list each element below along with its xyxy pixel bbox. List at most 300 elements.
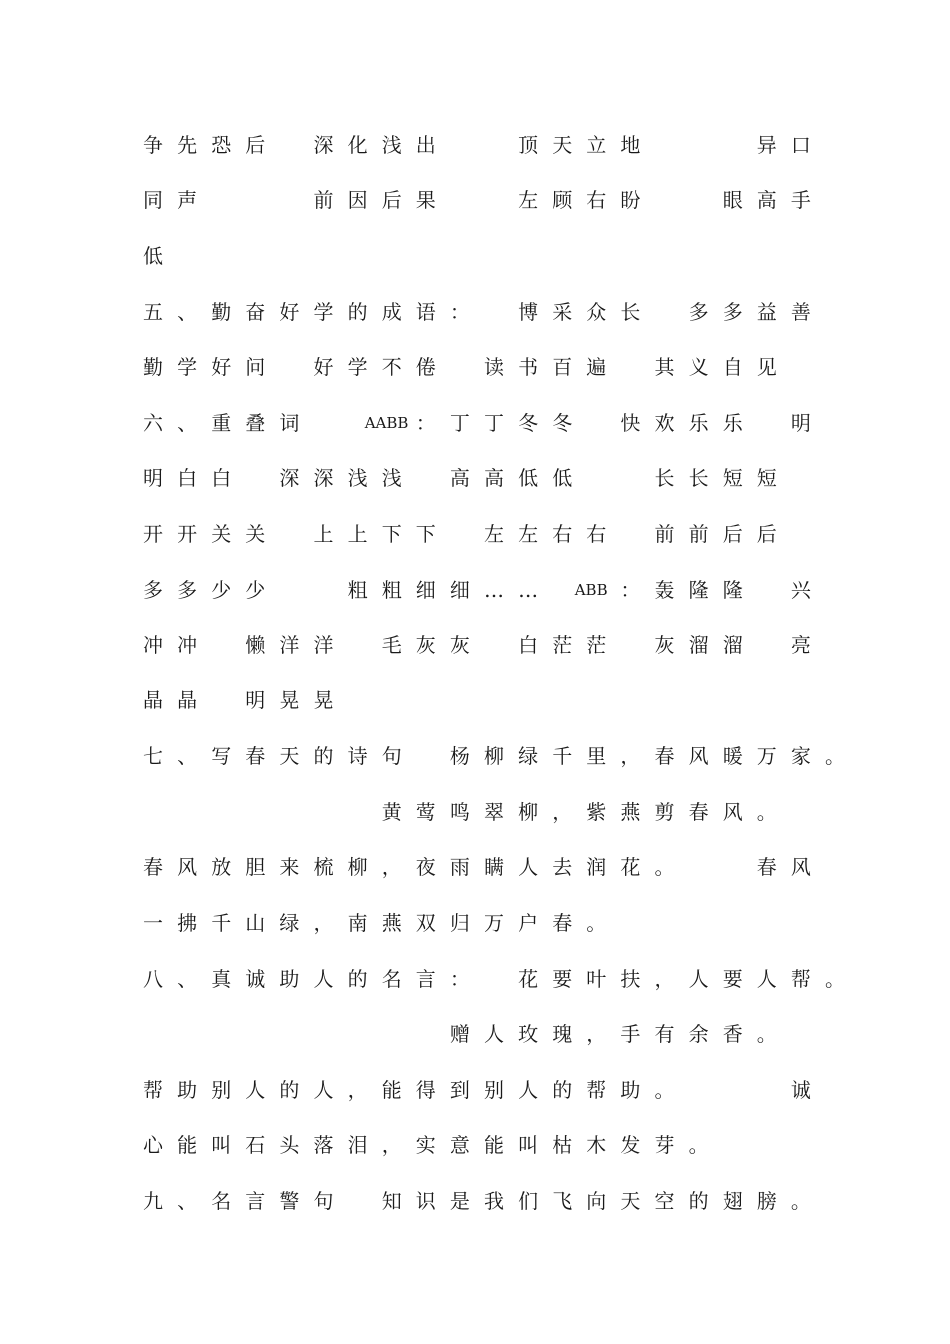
- text-glyph: 多: [722, 300, 743, 324]
- text-glyph: 益: [756, 300, 777, 324]
- text-glyph: 雨: [449, 855, 470, 879]
- text-glyph: 丁: [449, 411, 470, 435]
- text-glyph: 风: [722, 800, 743, 824]
- text-glyph: 乐: [722, 411, 743, 435]
- text-glyph: 懒: [245, 633, 266, 657]
- text-glyph: 人: [518, 1078, 539, 1102]
- text-glyph: 高: [449, 466, 470, 490]
- text-glyph: 人: [484, 1022, 504, 1046]
- text-glyph: 句: [313, 1189, 334, 1213]
- text-glyph: 浅: [381, 133, 402, 157]
- text-glyph: 人: [313, 1078, 334, 1102]
- text-glyph: 春: [688, 800, 709, 824]
- text-glyph: 关: [245, 522, 266, 546]
- text-glyph: 千: [211, 911, 232, 935]
- text-glyph: 柳: [484, 744, 504, 768]
- text-glyph: …: [518, 578, 539, 602]
- text-glyph: ，: [313, 911, 334, 935]
- text-glyph: 叶: [586, 967, 607, 991]
- text-glyph: ，: [381, 1133, 402, 1157]
- text-glyph: ：: [620, 578, 641, 602]
- text-glyph: 低: [552, 466, 573, 490]
- text-glyph: 杨: [449, 744, 470, 768]
- text-glyph: 别: [211, 1078, 232, 1102]
- text-glyph: 、: [177, 411, 198, 435]
- text-glyph: 。: [756, 1022, 777, 1046]
- text-glyph: 一: [143, 911, 163, 935]
- text-glyph: 。: [825, 744, 845, 768]
- text-line: [0, 403, 950, 443]
- text-glyph: 瞒: [484, 855, 504, 879]
- text-glyph: 冬: [552, 411, 573, 435]
- text-glyph: 溜: [722, 633, 743, 657]
- text-glyph: 帮: [790, 967, 811, 991]
- text-glyph: 莺: [415, 800, 436, 824]
- text-glyph: 、: [177, 744, 198, 768]
- text-glyph: 的: [552, 1078, 573, 1102]
- text-line: [0, 292, 950, 332]
- text-glyph: 明: [143, 466, 163, 490]
- text-glyph: 因: [347, 188, 368, 212]
- text-glyph: 词: [279, 411, 300, 435]
- text-glyph: …: [484, 578, 504, 602]
- text-glyph: 名: [211, 1189, 232, 1213]
- text-glyph: 春: [143, 855, 163, 879]
- text-glyph: ，: [654, 967, 675, 991]
- text-glyph: 们: [518, 1189, 539, 1213]
- text-glyph: 多: [688, 300, 709, 324]
- text-glyph: 异: [756, 133, 777, 157]
- text-glyph: 要: [722, 967, 743, 991]
- text-glyph: 长: [654, 466, 675, 490]
- text-glyph: 下: [415, 522, 436, 546]
- text-glyph: 学: [177, 355, 198, 379]
- text-glyph: 我: [484, 1189, 504, 1213]
- text-glyph: 润: [586, 855, 607, 879]
- text-glyph: 好: [313, 355, 334, 379]
- text-glyph: 读: [484, 355, 504, 379]
- text-glyph: 溜: [688, 633, 709, 657]
- text-glyph: 丁: [484, 411, 504, 435]
- text-line: [0, 1181, 950, 1221]
- text-glyph: 关: [211, 522, 232, 546]
- text-glyph: 长: [620, 300, 641, 324]
- text-glyph: 粗: [381, 578, 402, 602]
- text-glyph: 的: [347, 300, 368, 324]
- text-glyph: 长: [688, 466, 709, 490]
- text-glyph: ABB: [574, 581, 608, 599]
- text-glyph: 少: [245, 578, 266, 602]
- text-glyph: 浅: [347, 466, 368, 490]
- text-glyph: 自: [722, 355, 743, 379]
- text-glyph: 低: [143, 244, 163, 268]
- text-glyph: 人: [518, 855, 539, 879]
- text-glyph: 鸣: [449, 800, 470, 824]
- text-glyph: 学: [347, 355, 368, 379]
- text-glyph: 前: [313, 188, 334, 212]
- text-glyph: 八: [143, 967, 163, 991]
- text-glyph: 多: [177, 578, 198, 602]
- text-glyph: 人: [756, 967, 777, 991]
- text-glyph: 。: [654, 1078, 675, 1102]
- text-glyph: 遍: [586, 355, 607, 379]
- text-glyph: 胆: [245, 855, 266, 879]
- text-glyph: 里: [586, 744, 607, 768]
- text-glyph: 句: [381, 744, 402, 768]
- text-glyph: 成: [381, 300, 402, 324]
- text-line: [0, 736, 950, 776]
- text-glyph: 上: [313, 522, 334, 546]
- text-glyph: 勤: [211, 300, 232, 324]
- text-line: [0, 125, 950, 165]
- text-glyph: 学: [313, 300, 334, 324]
- text-glyph: ，: [620, 744, 641, 768]
- text-glyph: 风: [688, 744, 709, 768]
- text-line: [0, 792, 950, 832]
- text-glyph: 茫: [586, 633, 607, 657]
- text-glyph: 采: [552, 300, 573, 324]
- text-glyph: 夜: [415, 855, 436, 879]
- text-glyph: ：: [415, 411, 436, 435]
- text-glyph: 六: [143, 411, 163, 435]
- text-glyph: 的: [279, 1078, 300, 1102]
- text-glyph: 、: [177, 967, 198, 991]
- text-glyph: 风: [790, 855, 811, 879]
- text-glyph: 倦: [415, 355, 436, 379]
- text-glyph: 深: [313, 466, 334, 490]
- text-glyph: 天: [620, 1189, 641, 1213]
- text-glyph: 帮: [143, 1078, 163, 1102]
- text-line: [0, 514, 950, 554]
- text-glyph: 紫: [586, 800, 607, 824]
- text-glyph: 翠: [484, 800, 504, 824]
- text-glyph: 言: [415, 967, 436, 991]
- text-glyph: 晶: [177, 688, 198, 712]
- text-line: [0, 903, 950, 943]
- text-glyph: 浅: [381, 466, 402, 490]
- text-glyph: 立: [586, 133, 607, 157]
- text-glyph: 恐: [211, 133, 232, 157]
- text-glyph: 盼: [620, 188, 641, 212]
- text-glyph: 木: [586, 1133, 607, 1157]
- text-glyph: 玫: [518, 1022, 539, 1046]
- text-line: [0, 570, 950, 610]
- text-glyph: 冲: [143, 633, 163, 657]
- text-glyph: 手: [790, 188, 811, 212]
- text-glyph: 助: [620, 1078, 641, 1102]
- text-glyph: 右: [586, 522, 607, 546]
- text-glyph: 好: [211, 355, 232, 379]
- text-glyph: 帮: [586, 1078, 607, 1102]
- text-glyph: 顶: [518, 133, 539, 157]
- text-glyph: 花: [518, 967, 539, 991]
- text-glyph: 写: [211, 744, 232, 768]
- text-glyph: 。: [756, 800, 777, 824]
- text-glyph: 头: [279, 1133, 300, 1157]
- text-glyph: 泪: [347, 1133, 368, 1157]
- text-glyph: 。: [825, 967, 845, 991]
- text-glyph: 人: [313, 967, 334, 991]
- text-glyph: 百: [552, 355, 573, 379]
- text-glyph: 到: [449, 1078, 470, 1102]
- text-glyph: ，: [381, 855, 402, 879]
- text-line: [0, 680, 950, 720]
- text-glyph: 天: [279, 744, 300, 768]
- text-glyph: 拂: [177, 911, 198, 935]
- text-glyph: 暖: [722, 744, 743, 768]
- text-glyph: 梳: [313, 855, 334, 879]
- text-glyph: 名: [381, 967, 402, 991]
- text-glyph: 眼: [722, 188, 743, 212]
- text-glyph: 石: [245, 1133, 266, 1157]
- text-glyph: 言: [245, 1189, 266, 1213]
- text-glyph: 先: [177, 133, 198, 157]
- text-glyph: 九: [143, 1189, 163, 1213]
- text-glyph: 燕: [620, 800, 641, 824]
- text-glyph: 乐: [688, 411, 709, 435]
- text-glyph: 前: [688, 522, 709, 546]
- text-glyph: 后: [722, 522, 743, 546]
- text-glyph: 灰: [449, 633, 470, 657]
- text-glyph: 千: [552, 744, 573, 768]
- text-glyph: 后: [245, 133, 266, 157]
- text-glyph: 。: [654, 855, 675, 879]
- text-glyph: 深: [313, 133, 334, 157]
- text-glyph: 后: [381, 188, 402, 212]
- text-glyph: 的: [688, 1189, 709, 1213]
- text-glyph: 茫: [552, 633, 573, 657]
- text-glyph: 多: [143, 578, 163, 602]
- text-glyph: 绿: [518, 744, 539, 768]
- text-line: [0, 458, 950, 498]
- text-glyph: 的: [347, 967, 368, 991]
- text-glyph: 晃: [279, 688, 300, 712]
- text-line: [0, 1070, 950, 1110]
- text-glyph: 人: [245, 1078, 266, 1102]
- text-glyph: 上: [347, 522, 368, 546]
- text-glyph: 好: [279, 300, 300, 324]
- text-glyph: 洋: [313, 633, 334, 657]
- text-glyph: 警: [279, 1189, 300, 1213]
- text-glyph: 前: [654, 522, 675, 546]
- text-glyph: 勤: [143, 355, 163, 379]
- text-glyph: 风: [177, 855, 198, 879]
- text-glyph: 冲: [177, 633, 198, 657]
- text-glyph: 春: [552, 911, 573, 935]
- text-glyph: 春: [654, 744, 675, 768]
- text-glyph: 意: [449, 1133, 470, 1157]
- text-glyph: 瑰: [552, 1022, 573, 1046]
- text-glyph: 快: [620, 411, 641, 435]
- text-glyph: 诚: [790, 1078, 811, 1102]
- text-glyph: 白: [177, 466, 198, 490]
- text-glyph: 手: [620, 1022, 641, 1046]
- text-glyph: 隆: [722, 578, 743, 602]
- text-glyph: 其: [654, 355, 675, 379]
- text-glyph: 。: [790, 1189, 811, 1213]
- text-glyph: 翅: [722, 1189, 743, 1213]
- text-glyph: 叫: [518, 1133, 539, 1157]
- text-glyph: 口: [790, 133, 811, 157]
- text-glyph: 顾: [552, 188, 573, 212]
- text-glyph: 飞: [552, 1189, 573, 1213]
- text-glyph: 膀: [756, 1189, 777, 1213]
- text-glyph: 要: [552, 967, 573, 991]
- text-glyph: 深: [279, 466, 300, 490]
- text-glyph: 地: [620, 133, 641, 157]
- text-glyph: 冬: [518, 411, 539, 435]
- text-glyph: 高: [756, 188, 777, 212]
- text-glyph: ：: [449, 300, 470, 324]
- text-glyph: 空: [654, 1189, 675, 1213]
- text-glyph: 心: [143, 1133, 163, 1157]
- text-glyph: 同: [143, 188, 163, 212]
- text-line: [0, 347, 950, 387]
- text-glyph: 来: [279, 855, 300, 879]
- text-glyph: 识: [415, 1189, 436, 1213]
- text-glyph: 天: [552, 133, 573, 157]
- text-glyph: 果: [415, 188, 436, 212]
- text-glyph: 争: [143, 133, 163, 157]
- text-glyph: 诚: [245, 967, 266, 991]
- text-line: [0, 625, 950, 665]
- text-glyph: 燕: [381, 911, 402, 935]
- text-glyph: 晶: [143, 688, 163, 712]
- text-glyph: 人: [688, 967, 709, 991]
- text-glyph: 善: [790, 300, 811, 324]
- text-glyph: 春: [756, 855, 777, 879]
- text-glyph: 别: [484, 1078, 504, 1102]
- text-glyph: 细: [415, 578, 436, 602]
- text-glyph: 晃: [313, 688, 334, 712]
- text-glyph: 下: [381, 522, 402, 546]
- text-glyph: 真: [211, 967, 232, 991]
- text-glyph: 放: [211, 855, 232, 879]
- text-glyph: 实: [415, 1133, 436, 1157]
- text-glyph: 赠: [449, 1022, 470, 1046]
- text-glyph: 诗: [347, 744, 368, 768]
- text-glyph: 南: [347, 911, 368, 935]
- text-glyph: 剪: [654, 800, 675, 824]
- text-glyph: 书: [518, 355, 539, 379]
- text-glyph: 明: [245, 688, 266, 712]
- text-glyph: AABB: [364, 414, 409, 432]
- text-glyph: 有: [654, 1022, 675, 1046]
- text-glyph: 化: [347, 133, 368, 157]
- text-glyph: 能: [177, 1133, 198, 1157]
- text-glyph: 。: [586, 911, 607, 935]
- text-glyph: 五: [143, 300, 163, 324]
- text-glyph: 花: [620, 855, 641, 879]
- text-glyph: 家: [790, 744, 811, 768]
- text-glyph: 短: [722, 466, 743, 490]
- text-glyph: 右: [586, 188, 607, 212]
- text-glyph: 右: [552, 522, 573, 546]
- text-glyph: 、: [177, 1189, 198, 1213]
- text-glyph: 毛: [381, 633, 402, 657]
- text-glyph: 问: [245, 355, 266, 379]
- text-glyph: 七: [143, 744, 163, 768]
- text-glyph: 轰: [654, 578, 675, 602]
- text-glyph: ：: [449, 967, 470, 991]
- text-glyph: 不: [381, 355, 402, 379]
- text-glyph: 语: [415, 300, 436, 324]
- text-glyph: 万: [756, 744, 777, 768]
- text-glyph: 芽: [654, 1133, 675, 1157]
- text-glyph: 能: [484, 1133, 504, 1157]
- text-glyph: 绿: [279, 911, 300, 935]
- text-glyph: 众: [586, 300, 607, 324]
- text-glyph: 隆: [688, 578, 709, 602]
- text-glyph: 义: [688, 355, 709, 379]
- text-glyph: 向: [586, 1189, 607, 1213]
- text-glyph: 得: [415, 1078, 436, 1102]
- text-glyph: 粗: [347, 578, 368, 602]
- text-glyph: 左: [518, 188, 539, 212]
- text-glyph: 灰: [415, 633, 436, 657]
- text-glyph: 低: [518, 466, 539, 490]
- text-glyph: 洋: [279, 633, 300, 657]
- text-glyph: 叫: [211, 1133, 232, 1157]
- text-glyph: 枯: [552, 1133, 573, 1157]
- text-glyph: ，: [347, 1078, 368, 1102]
- text-glyph: 能: [381, 1078, 402, 1102]
- text-glyph: 是: [449, 1189, 470, 1213]
- text-glyph: ，: [552, 800, 573, 824]
- text-glyph: 白: [518, 633, 539, 657]
- text-glyph: 开: [143, 522, 163, 546]
- text-glyph: 香: [722, 1022, 743, 1046]
- text-glyph: 后: [756, 522, 777, 546]
- text-glyph: 重: [211, 411, 232, 435]
- text-glyph: 细: [449, 578, 470, 602]
- text-glyph: 知: [381, 1189, 402, 1213]
- text-line: [0, 236, 950, 276]
- text-glyph: 。: [688, 1133, 709, 1157]
- text-glyph: 开: [177, 522, 198, 546]
- text-glyph: 柳: [518, 800, 539, 824]
- text-glyph: 欢: [654, 411, 675, 435]
- text-glyph: 少: [211, 578, 232, 602]
- text-glyph: 高: [484, 466, 504, 490]
- text-glyph: 的: [313, 744, 334, 768]
- text-glyph: 去: [552, 855, 573, 879]
- text-glyph: 短: [756, 466, 777, 490]
- text-line: [0, 959, 950, 999]
- text-glyph: 见: [756, 355, 777, 379]
- text-glyph: 户: [518, 911, 539, 935]
- text-line: [0, 1125, 950, 1165]
- text-glyph: 余: [688, 1022, 709, 1046]
- text-glyph: 明: [790, 411, 811, 435]
- text-glyph: 出: [415, 133, 436, 157]
- text-glyph: 万: [484, 911, 504, 935]
- text-glyph: 落: [313, 1133, 334, 1157]
- text-glyph: 叠: [245, 411, 266, 435]
- text-line: [0, 1014, 950, 1054]
- text-glyph: 博: [518, 300, 539, 324]
- text-glyph: 助: [279, 967, 300, 991]
- text-glyph: 山: [245, 911, 266, 935]
- text-glyph: ，: [586, 1022, 607, 1046]
- text-glyph: 双: [415, 911, 436, 935]
- text-glyph: 发: [620, 1133, 641, 1157]
- text-glyph: 奋: [245, 300, 266, 324]
- text-glyph: 、: [177, 300, 198, 324]
- text-glyph: 左: [518, 522, 539, 546]
- text-glyph: 左: [484, 522, 504, 546]
- text-glyph: 亮: [790, 633, 811, 657]
